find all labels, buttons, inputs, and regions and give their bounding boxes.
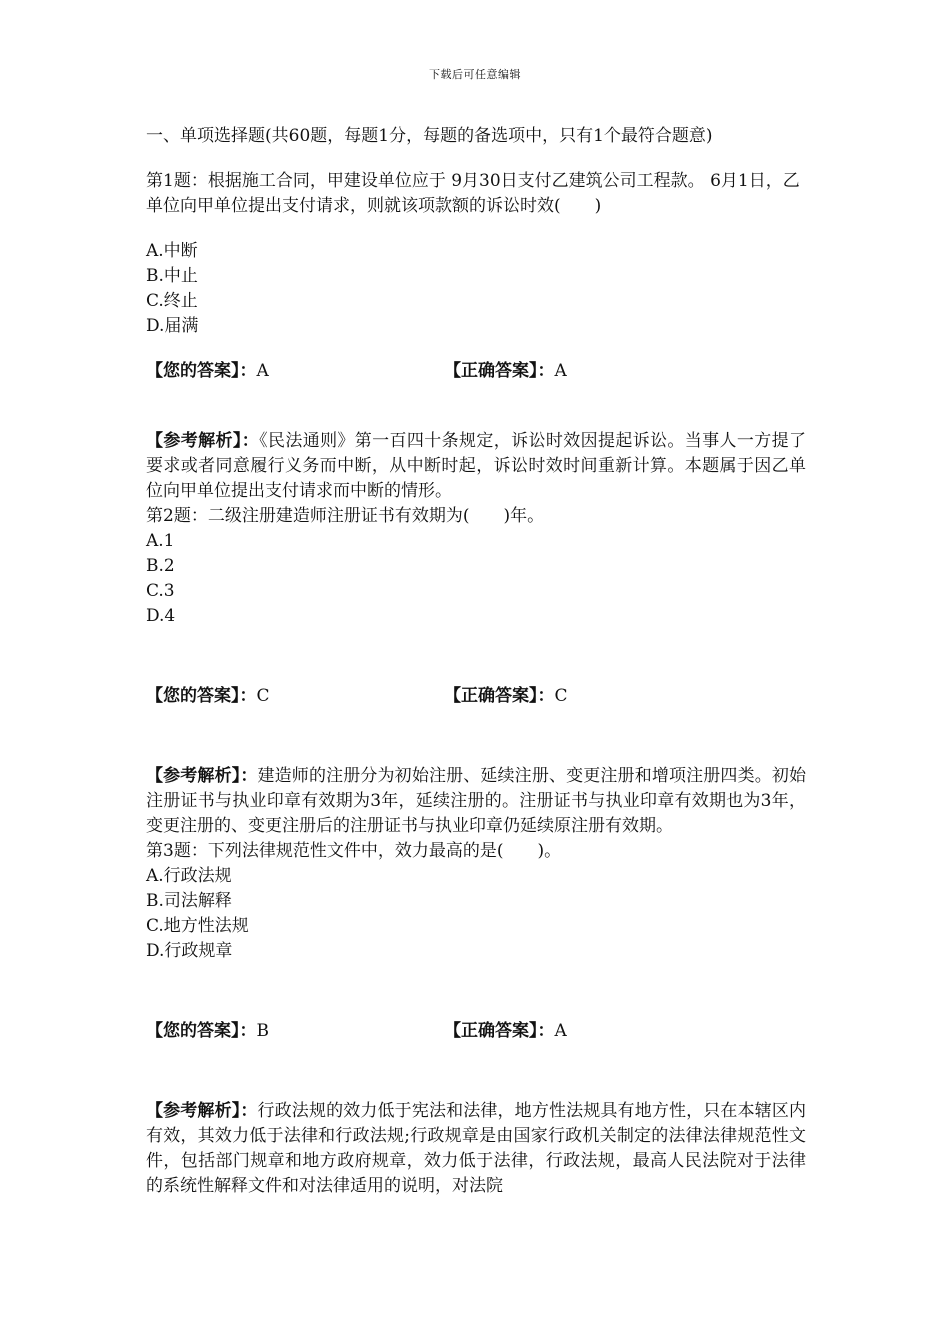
correct-answer-label: 【正确答案】： <box>444 686 555 706</box>
question-1 <box>146 169 806 504</box>
correct-answer <box>444 1019 742 1044</box>
explain-text: 建造师的注册分为初始注册、延续注册、变更注册和增项注册四类。初始注册证书与执业印章有效期为3年，延续注册的。注册证书与执业印章有效期也为3年，变更注册的、变更注册后的注册证书与执业印章仍延续原注册有效期。 <box>146 766 807 836</box>
option-d: D.4 <box>146 606 176 626</box>
your-answer-label: 【您的答案】： <box>146 1021 257 1041</box>
explanation <box>146 429 806 504</box>
question-2 <box>146 504 806 839</box>
your-answer <box>146 1019 444 1044</box>
option-d: D.届满 <box>146 316 199 336</box>
explain-text: 行政法规的效力低于宪法和法律，地方性法规具有地方性，只在本辖区内有效，其效力低于法律和行政法规;行政规章是由国家行政机关制定的法律法律规范性文件，包括部门规章和地方政府规章，效力低于法律，行政法规，最高人民法院对于法律的系统性解释文件和对法律适用的说明，对法院 <box>146 1101 807 1196</box>
explanation <box>146 1099 806 1199</box>
correct-answer <box>444 359 742 384</box>
answer-row <box>146 1019 806 1044</box>
explain-label: 【参考解析】： <box>146 431 260 451</box>
your-answer-label: 【您的答案】： <box>146 361 257 381</box>
page-header: 下载后可任意编辑 <box>429 68 521 81</box>
option-list <box>146 239 806 339</box>
correct-answer-label: 【正确答案】： <box>444 361 555 381</box>
explain-text: 《民法通则》第一百四十条规定，诉讼时效因提起诉讼。当事人一方提了要求或者同意履行义务而中断，从中断时起，诉讼时效时间重新计算。本题属于因乙单位向甲单位提出支付请求而中断的情形。 <box>146 431 807 501</box>
answer-row <box>146 359 806 384</box>
explain-label: 【参考解析】： <box>146 1101 258 1121</box>
question-stem: 第1题：根据施工合同，甲建设单位应于 9月30日支付乙建筑公司工程款。 6月1日，乙单位向甲单位提出支付请求，则就该项款额的诉讼时效( ) <box>146 171 800 216</box>
option-c: C.终止 <box>146 291 198 311</box>
correct-answer-value: A <box>554 361 567 381</box>
option-c: C.地方性法规 <box>146 916 249 936</box>
your-answer-value: B <box>256 1021 269 1041</box>
your-answer <box>146 684 444 709</box>
your-answer <box>146 359 444 384</box>
your-answer-value: C <box>256 686 270 706</box>
question-stem: 第2题：二级注册建造师注册证书有效期为( )年。 <box>146 506 545 526</box>
option-d: D.行政规章 <box>146 941 233 961</box>
correct-answer <box>444 684 742 709</box>
answer-row <box>146 684 806 709</box>
option-a: A.行政法规 <box>146 866 232 886</box>
option-a: A.1 <box>146 531 175 551</box>
your-answer-label: 【您的答案】： <box>146 686 257 706</box>
question-3 <box>146 839 806 1199</box>
explain-label: 【参考解析】： <box>146 766 258 786</box>
correct-answer-value: C <box>554 686 568 706</box>
option-c: C.3 <box>146 581 175 601</box>
option-b: B.2 <box>146 556 175 576</box>
option-b: B.中止 <box>146 266 198 286</box>
question-stem: 第3题：下列法律规范性文件中，效力最高的是( )。 <box>146 841 562 861</box>
option-list <box>146 529 806 629</box>
document-body <box>146 124 806 1199</box>
correct-answer-value: A <box>554 1021 567 1041</box>
option-list <box>146 864 806 964</box>
correct-answer-label: 【正确答案】： <box>444 1021 555 1041</box>
option-b: B.司法解释 <box>146 891 232 911</box>
your-answer-value: A <box>256 361 269 381</box>
explanation <box>146 764 806 839</box>
section-title: 一、单项选择题(共60题，每题1分，每题的备选项中，只有1个最符合题意) <box>146 126 713 146</box>
option-a: A.中断 <box>146 241 198 261</box>
